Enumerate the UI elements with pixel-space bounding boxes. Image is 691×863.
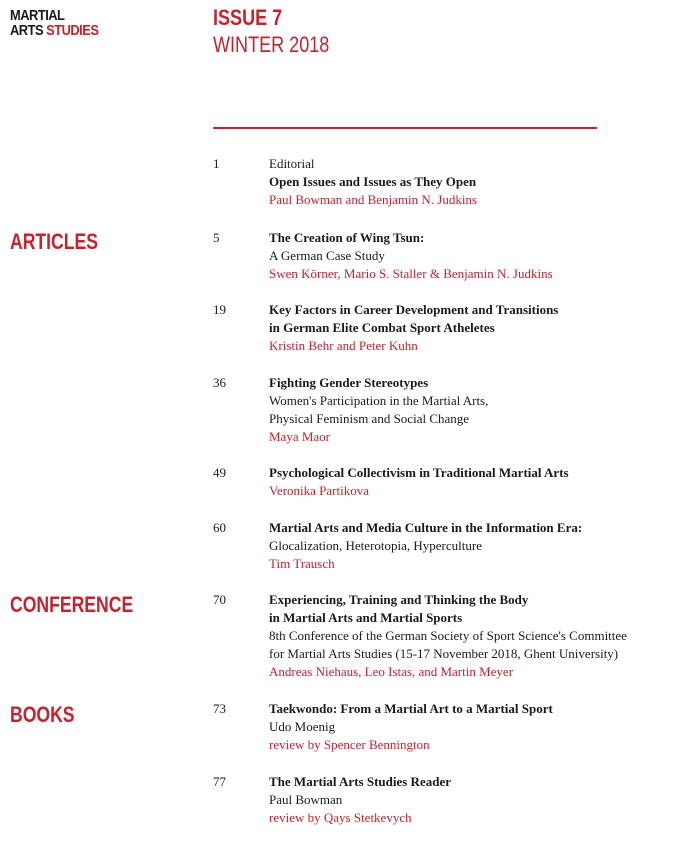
logo-line-2b: STUDIES — [46, 22, 99, 39]
entry-subtitle-cont: for Martial Arts Studies (15-17 November 2018, Ghent University) — [269, 646, 619, 661]
section-conference: CONFERENCE — [10, 592, 134, 617]
section-articles: ARTICLES — [10, 229, 98, 254]
toc-entry-gender-stereotypes[interactable] — [213, 374, 683, 446]
toc-entry-media-culture[interactable] — [213, 519, 683, 573]
toc-entry-editorial[interactable] — [213, 155, 683, 209]
entry-authors: Swen Körner, Mario S. Staller & Benjamin N. Judkins — [269, 266, 553, 281]
entry-title: Martial Arts and Media Culture in the Information Era: — [269, 520, 583, 535]
issue-number: ISSUE 7 — [213, 5, 283, 30]
logo-line-2a: ARTS — [10, 22, 44, 39]
entry-title: Experiencing, Training and Thinking the Body — [269, 592, 529, 607]
toc-entry-conference[interactable] — [213, 591, 683, 681]
entry-authors: Maya Maor — [269, 429, 331, 444]
issue-season: WINTER 2018 — [213, 32, 330, 57]
toc-entry-career-development[interactable] — [213, 301, 683, 355]
entry-title: Key Factors in Career Development and Transitions — [269, 302, 559, 317]
entry-subtitle: Glocalization, Heterotopia, Hyperculture — [269, 538, 482, 553]
header-divider — [213, 127, 597, 129]
entry-title: Psychological Collectivism in Traditional Martial Arts — [269, 465, 569, 480]
page-number: 60 — [213, 520, 226, 535]
page-number: 5 — [213, 230, 220, 245]
entry-title: Open Issues and Issues as They Open — [269, 174, 477, 189]
entry-authors: Tim Trausch — [269, 556, 335, 571]
toc-entry-wing-tsun[interactable] — [213, 229, 683, 283]
toc-entry-reader[interactable] — [213, 773, 683, 827]
entry-title-cont: in Martial Arts and Martial Sports — [269, 610, 463, 625]
entry-book-author: Udo Moenig — [269, 719, 336, 734]
entry-subtitle: Women's Participation in the Martial Arts, — [269, 393, 489, 408]
entry-title: The Creation of Wing Tsun: — [269, 230, 425, 245]
page-number: 19 — [213, 302, 226, 317]
entry-reviewer: review by Spencer Bennington — [269, 737, 430, 752]
entry-title: The Martial Arts Studies Reader — [269, 774, 451, 789]
logo-line-1: MARTIAL — [10, 7, 65, 24]
entry-authors: Veronika Partikova — [269, 483, 370, 498]
entry-authors: Andreas Niehaus, Leo Istas, and Martin Meyer — [269, 664, 514, 679]
entry-label: Editorial — [269, 156, 315, 171]
section-books: BOOKS — [10, 702, 75, 727]
page-number: 73 — [213, 701, 226, 716]
entry-subtitle: A German Case Study — [269, 248, 385, 263]
entry-authors: Kristin Behr and Peter Kuhn — [269, 338, 418, 353]
toc-entry-collectivism[interactable] — [213, 464, 683, 500]
page-number: 36 — [213, 375, 226, 390]
entry-title: Taekwondo: From a Martial Art to a Martial Sport — [269, 701, 553, 716]
entry-subtitle: 8th Conference of the German Society of Sport Science's Committee — [269, 628, 627, 643]
entry-title-cont: in German Elite Combat Sport Atheletes — [269, 320, 495, 335]
page-number: 70 — [213, 592, 226, 607]
entry-subtitle-cont: Physical Feminism and Social Change — [269, 411, 470, 426]
page-number: 77 — [213, 774, 226, 789]
entry-authors: Paul Bowman and Benjamin N. Judkins — [269, 192, 477, 207]
entry-book-author: Paul Bowman — [269, 792, 343, 807]
journal-logo — [10, 8, 98, 38]
toc-entry-taekwondo[interactable] — [213, 700, 683, 754]
entry-reviewer: review by Qays Stetkevych — [269, 810, 412, 825]
page-number: 49 — [213, 465, 226, 480]
page-number: 1 — [213, 156, 220, 171]
entry-title: Fighting Gender Stereotypes — [269, 375, 429, 390]
